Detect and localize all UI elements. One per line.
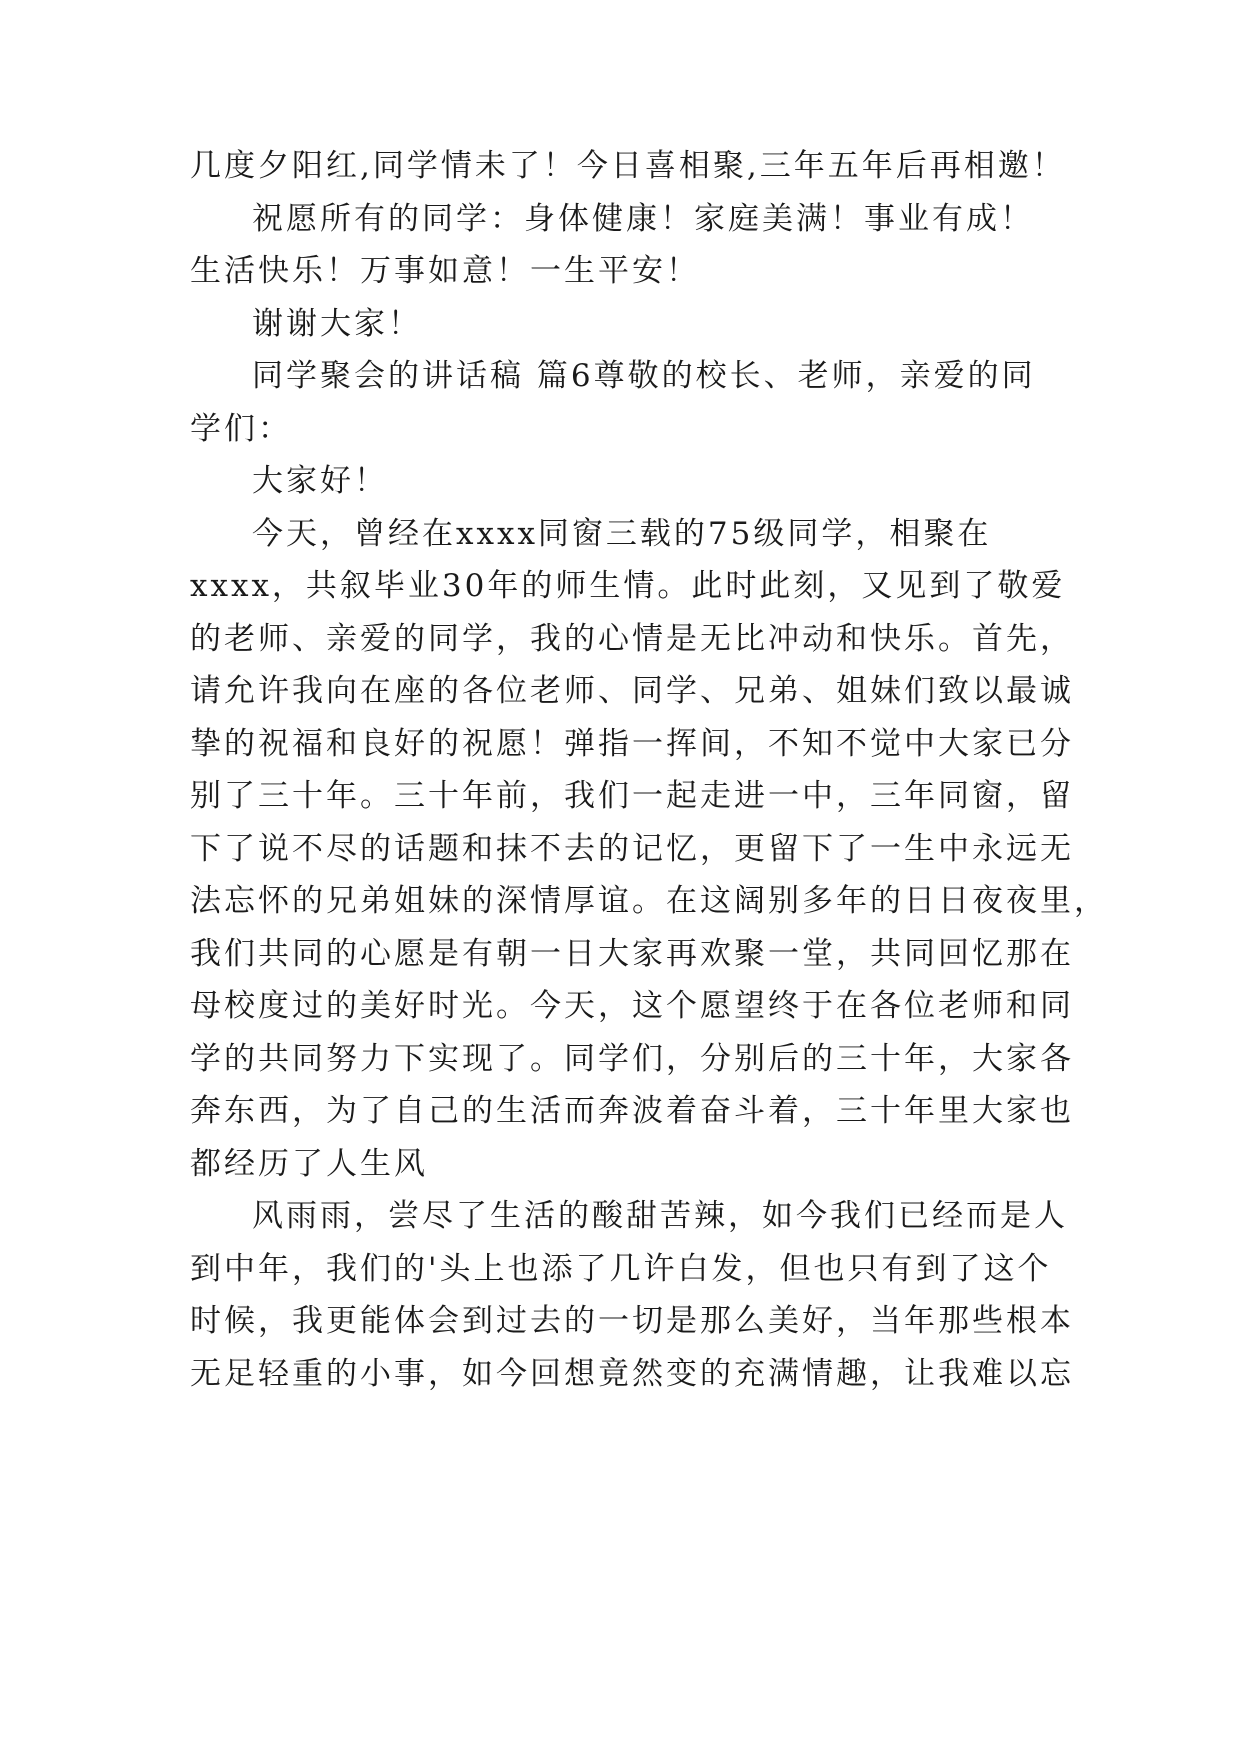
text-line: 我们共同的心愿是有朝一日大家再欢聚一堂，共同回忆那在 <box>190 936 1074 972</box>
text-line: 同学聚会的讲话稿 篇6尊敬的校长、老师，亲爱的同 <box>252 358 1036 394</box>
text-line: 今天，曾经在xxxx同窗三载的75级同学，相聚在 <box>252 516 992 552</box>
text-line: 无足轻重的小事，如今回想竟然变的充满情趣，让我难以忘 <box>190 1356 1074 1392</box>
text-line: 生活快乐！万事如意！一生平安！ <box>190 253 700 289</box>
text-line: 挚的祝福和良好的祝愿！弹指一挥间，不知不觉中大家已分 <box>190 726 1074 762</box>
text-line: 祝愿所有的同学：身体健康！家庭美满！事业有成！ <box>252 201 1034 237</box>
text-line: 奔东西，为了自己的生活而奔波着奋斗着，三十年里大家也 <box>190 1093 1074 1129</box>
text-line: 下了说不尽的话题和抹不去的记忆，更留下了一生中永远无 <box>190 831 1074 867</box>
text-line: 法忘怀的兄弟姐妹的深情厚谊。在这阔别多年的日日夜夜里， <box>190 883 1108 919</box>
text-line: 学的共同努力下实现了。同学们，分别后的三十年，大家各 <box>190 1041 1074 1077</box>
text-line: 时候，我更能体会到过去的一切是那么美好，当年那些根本 <box>190 1303 1074 1339</box>
text-line: 母校度过的美好时光。今天，这个愿望终于在各位老师和同 <box>190 988 1074 1024</box>
text-line: 别了三十年。三十年前，我们一起走进一中，三年同窗，留 <box>190 778 1074 814</box>
text-line: 大家好！ <box>252 463 388 499</box>
text-line: 风雨雨，尝尽了生活的酸甜苦辣，如今我们已经而是人 <box>252 1198 1068 1234</box>
text-line: 都经历了人生风 <box>190 1146 428 1182</box>
text-line: 请允许我向在座的各位老师、同学、兄弟、姐妹们致以最诚 <box>190 673 1074 709</box>
text-line: xxxx，共叙毕业30年的师生情。此时此刻，又见到了敬爱 <box>190 568 1066 604</box>
text-line: 几度夕阳红,同学情未了！今日喜相聚,三年五年后再相邀！ <box>190 148 1066 184</box>
text-line: 谢谢大家！ <box>252 306 422 342</box>
text-line: 学们： <box>190 411 292 447</box>
text-line: 到中年，我们的'头上也添了几许白发，但也只有到了这个 <box>190 1251 1052 1287</box>
text-line: 的老师、亲爱的同学，我的心情是无比冲动和快乐。首先， <box>190 621 1074 657</box>
